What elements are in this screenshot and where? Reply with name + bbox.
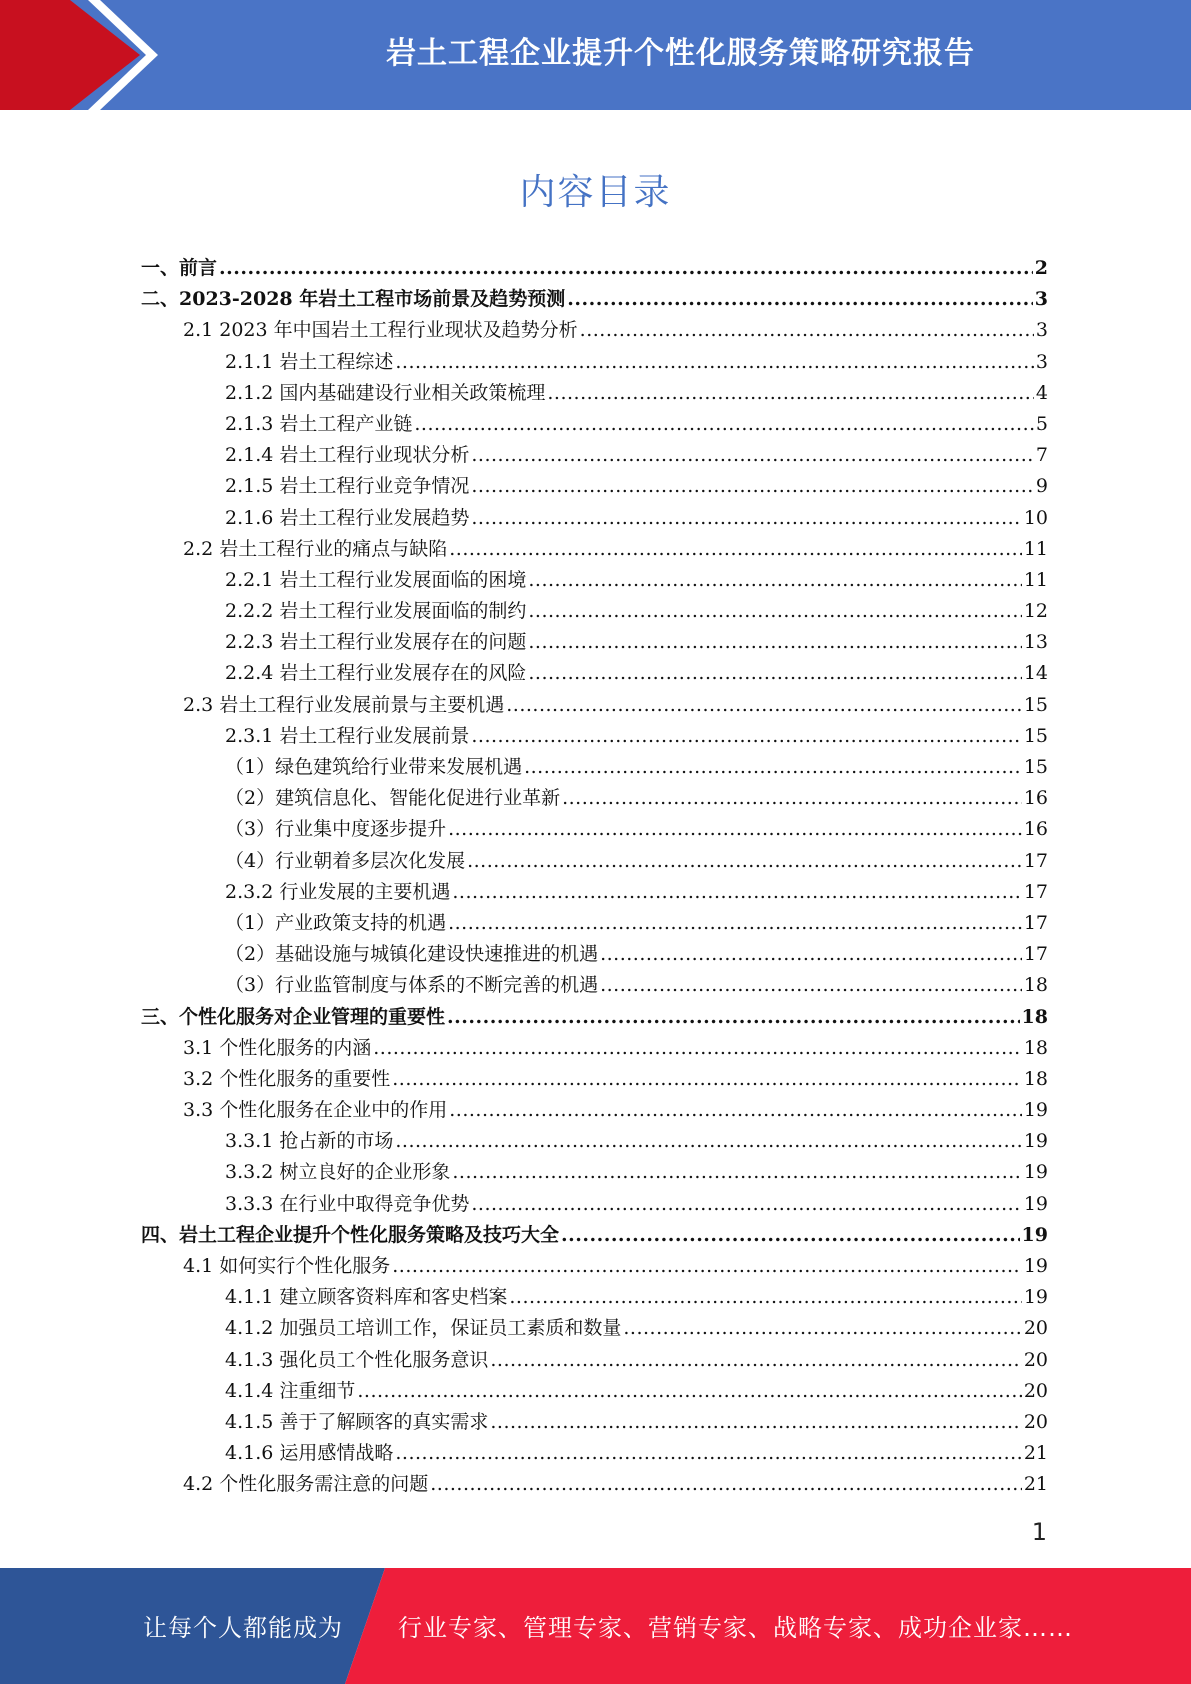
toc-entry-page: 16 xyxy=(1023,787,1048,810)
page-footer xyxy=(0,1568,1191,1684)
toc-entry-page: 20 xyxy=(1023,1379,1048,1402)
toc-entry-page: 19 xyxy=(1023,1099,1048,1122)
toc-entry-title: 2.2.1 岩土工程行业发展面临的困境 xyxy=(225,568,527,591)
toc-entry-title: 3.3.2 树立良好的企业形象 xyxy=(225,1161,451,1184)
toc-dot-leader xyxy=(448,908,1022,939)
toc-entry-page: 19 xyxy=(1023,1255,1048,1277)
toc-dot-leader xyxy=(395,347,1034,378)
toc-entry[interactable] xyxy=(141,471,1048,502)
toc-dot-leader xyxy=(471,471,1034,502)
toc-dot-leader xyxy=(471,1189,1021,1220)
toc-entry-title: 2.1.4 岩土工程行业现状分析 xyxy=(225,444,470,467)
toc-entry-title: （3）行业监管制度与体系的不断完善的机遇 xyxy=(225,974,599,997)
toc-entry[interactable] xyxy=(141,565,1048,596)
page-header xyxy=(0,0,1191,110)
toc-entry[interactable] xyxy=(141,752,1048,783)
toc-entry-page: 17 xyxy=(1023,911,1048,934)
toc-dot-leader xyxy=(452,877,1021,908)
toc-entry[interactable] xyxy=(141,721,1048,752)
toc-entry-title: （2）基础设施与城镇化建设快速推进的机遇 xyxy=(225,943,599,966)
toc-dot-leader xyxy=(528,565,1021,596)
toc-entry-title: 3.3.3 在行业中取得竞争优势 xyxy=(225,1192,470,1215)
toc-entry-page: 16 xyxy=(1023,818,1048,841)
toc-entry-page: 21 xyxy=(1023,1442,1048,1465)
toc-dot-leader xyxy=(395,1126,1021,1157)
table-of-contents xyxy=(141,253,1048,1501)
toc-entry[interactable] xyxy=(141,939,1048,970)
toc-entry-title: 2.1.5 岩土工程行业竞争情况 xyxy=(225,475,470,498)
toc-entry[interactable] xyxy=(141,1313,1048,1344)
toc-entry-page: 20 xyxy=(1023,1410,1048,1433)
header-title: 岩土工程企业提升个性化服务策略研究报告 xyxy=(386,36,975,71)
toc-dot-leader xyxy=(447,1002,1020,1033)
toc-entry-page: 5 xyxy=(1035,412,1048,435)
toc-dot-leader xyxy=(506,690,1022,721)
toc-entry[interactable] xyxy=(141,503,1048,534)
toc-entry-title: 2.1.3 岩土工程产业链 xyxy=(225,412,413,435)
toc-entry-title: 2.3.1 岩土工程行业发展前景 xyxy=(225,724,470,747)
toc-entry[interactable] xyxy=(141,690,1048,721)
toc-entry-title: 4.1.5 善于了解顾客的真实需求 xyxy=(225,1410,489,1433)
toc-entry-page: 7 xyxy=(1035,444,1048,467)
toc-entry-title: （4）行业朝着多层次化发展 xyxy=(225,849,466,872)
toc-entry[interactable] xyxy=(141,970,1048,1001)
toc-entry-page: 11 xyxy=(1023,568,1048,591)
toc-entry-page: 20 xyxy=(1023,1317,1048,1340)
toc-entry-page: 9 xyxy=(1035,475,1048,498)
toc-entry-page: 14 xyxy=(1023,662,1048,685)
toc-entry[interactable] xyxy=(141,1002,1048,1033)
toc-dot-leader xyxy=(471,503,1021,534)
toc-entry[interactable] xyxy=(141,783,1048,814)
toc-dot-leader xyxy=(449,1095,1022,1126)
toc-dot-leader xyxy=(528,627,1021,658)
toc-entry[interactable] xyxy=(141,1189,1048,1220)
toc-entry-title: 四、岩土工程企业提升个性化服务策略及技巧大全 xyxy=(141,1223,560,1246)
toc-entry-page: 18 xyxy=(1023,1036,1048,1059)
toc-entry[interactable] xyxy=(141,1126,1048,1157)
toc-dot-leader xyxy=(219,253,1033,284)
toc-entry-page: 2 xyxy=(1034,257,1048,279)
toc-entry[interactable] xyxy=(141,908,1048,939)
toc-dot-leader xyxy=(490,1345,1021,1376)
toc-dot-leader xyxy=(471,440,1034,471)
toc-dot-leader xyxy=(448,814,1022,845)
toc-entry[interactable] xyxy=(141,315,1048,346)
toc-entry-title: 3.1 个性化服务的内涵 xyxy=(183,1036,372,1059)
toc-entry-page: 18 xyxy=(1023,974,1048,997)
toc-entry-page: 10 xyxy=(1023,506,1048,529)
toc-entry[interactable] xyxy=(141,1376,1048,1407)
toc-entry-page: 11 xyxy=(1023,537,1048,560)
toc-entry-page: 19 xyxy=(1023,1286,1048,1309)
toc-dot-leader xyxy=(600,970,1022,1001)
toc-entry-title: 3.3 个性化服务在企业中的作用 xyxy=(183,1099,448,1122)
toc-entry-page: 15 xyxy=(1023,693,1048,716)
toc-entry-title: 3.3.1 抢占新的市场 xyxy=(225,1130,394,1153)
toc-entry-title: 4.1.3 强化员工个性化服务意识 xyxy=(225,1348,489,1371)
toc-entry[interactable] xyxy=(141,1407,1048,1438)
toc-entry-title: 2.1 2023 年中国岩土工程行业现状及趋势分析 xyxy=(183,319,578,342)
toc-entry[interactable] xyxy=(141,1282,1048,1313)
toc-entry-page: 4 xyxy=(1035,381,1048,404)
toc-dot-leader xyxy=(373,1033,1022,1064)
toc-entry[interactable] xyxy=(141,284,1048,315)
toc-entry-title: 4.1 如何实行个性化服务 xyxy=(183,1255,391,1277)
toc-entry-page: 19 xyxy=(1021,1223,1048,1246)
toc-entry[interactable] xyxy=(141,1220,1048,1251)
toc-dot-leader xyxy=(561,1220,1020,1251)
toc-entry[interactable] xyxy=(141,534,1048,565)
toc-dot-leader xyxy=(392,1064,1022,1095)
toc-entry-title: 4.1.1 建立顾客资料库和客史档案 xyxy=(225,1286,508,1309)
toc-dot-leader xyxy=(395,1438,1021,1469)
toc-entry[interactable] xyxy=(141,1095,1048,1126)
toc-dot-leader xyxy=(524,752,1022,783)
toc-entry[interactable] xyxy=(141,1438,1048,1469)
footer-slogan-right: 行业专家、管理专家、营销专家、战略专家、成功企业家…… xyxy=(398,1614,1073,1642)
page-number: 1 xyxy=(1031,1518,1047,1546)
toc-entry-page: 15 xyxy=(1023,724,1048,747)
toc-entry-title: 二、2023-2028 年岩土工程市场前景及趋势预测 xyxy=(141,288,566,311)
toc-entry-title: 4.2 个性化服务需注意的问题 xyxy=(183,1473,429,1496)
toc-entry-page: 3 xyxy=(1034,288,1048,311)
toc-entry-page: 3 xyxy=(1035,319,1048,342)
toc-dot-leader xyxy=(414,409,1034,440)
toc-dot-leader xyxy=(528,658,1021,689)
toc-entry-page: 17 xyxy=(1023,880,1048,903)
toc-entry-title: 4.1.4 注重细节 xyxy=(225,1379,356,1402)
toc-entry-page: 20 xyxy=(1023,1348,1048,1371)
toc-dot-leader xyxy=(580,315,1034,346)
toc-dot-leader xyxy=(357,1376,1021,1407)
toc-entry[interactable] xyxy=(141,1064,1048,1095)
toc-entry-title: 3.2 个性化服务的重要性 xyxy=(183,1067,391,1090)
toc-entry-title: 2.2.2 岩土工程行业发展面临的制约 xyxy=(225,600,527,623)
toc-entry-title: （2）建筑信息化、智能化促进行业革新 xyxy=(225,787,561,810)
toc-entry[interactable] xyxy=(141,1157,1048,1188)
toc-entry[interactable] xyxy=(141,1469,1048,1500)
toc-entry[interactable] xyxy=(141,347,1048,378)
toc-entry-title: 2.3 岩土工程行业发展前景与主要机遇 xyxy=(183,693,505,716)
toc-entry[interactable] xyxy=(141,253,1048,284)
footer-slogan-left: 让每个人都能成为 xyxy=(143,1614,343,1642)
toc-entry-title: 2.1.6 岩土工程行业发展趋势 xyxy=(225,506,470,529)
toc-entry-title: 2.1.1 岩土工程综述 xyxy=(225,350,394,373)
toc-entry[interactable] xyxy=(141,814,1048,845)
toc-dot-leader xyxy=(467,846,1022,877)
toc-entry-page: 18 xyxy=(1023,1067,1048,1090)
toc-entry-title: 2.2.4 岩土工程行业发展存在的风险 xyxy=(225,662,527,685)
toc-entry[interactable] xyxy=(141,596,1048,627)
toc-dot-leader xyxy=(471,721,1021,752)
toc-dot-leader xyxy=(528,596,1021,627)
toc-dot-leader xyxy=(452,1157,1021,1188)
toc-entry[interactable] xyxy=(141,1345,1048,1376)
toc-entry-page: 15 xyxy=(1023,756,1048,778)
toc-entry-page: 3 xyxy=(1035,350,1048,373)
toc-dot-leader xyxy=(392,1251,1022,1282)
toc-entry-page: 21 xyxy=(1023,1473,1048,1496)
toc-entry-page: 18 xyxy=(1021,1005,1048,1028)
toc-dot-leader xyxy=(567,284,1033,315)
toc-entry-title: 三、个性化服务对企业管理的重要性 xyxy=(141,1005,446,1028)
toc-dot-leader xyxy=(509,1282,1021,1313)
toc-entry[interactable] xyxy=(141,877,1048,908)
toc-dot-leader xyxy=(449,534,1022,565)
toc-entry-page: 13 xyxy=(1023,631,1048,654)
toc-entry[interactable] xyxy=(141,1251,1048,1282)
toc-entry[interactable] xyxy=(141,378,1048,409)
toc-entry-title: 一、前言 xyxy=(141,257,218,279)
toc-entry-title: 4.1.6 运用感情战略 xyxy=(225,1442,394,1465)
toc-entry[interactable] xyxy=(141,658,1048,689)
toc-dot-leader xyxy=(623,1313,1021,1344)
toc-entry-title: 2.1.2 国内基础建设行业相关政策梳理 xyxy=(225,381,546,404)
toc-entry[interactable] xyxy=(141,409,1048,440)
toc-entry-title: （1）产业政策支持的机遇 xyxy=(225,911,447,934)
toc-entry[interactable] xyxy=(141,846,1048,877)
toc-dot-leader xyxy=(430,1469,1022,1500)
toc-entry-page: 19 xyxy=(1023,1161,1048,1184)
toc-dot-leader xyxy=(562,783,1022,814)
toc-entry[interactable] xyxy=(141,627,1048,658)
toc-entry-title: 2.3.2 行业发展的主要机遇 xyxy=(225,880,451,903)
toc-entry-page: 17 xyxy=(1023,943,1048,966)
toc-entry-title: 2.2.3 岩土工程行业发展存在的问题 xyxy=(225,631,527,654)
toc-entry[interactable] xyxy=(141,1033,1048,1064)
toc-entry-title: （1）绿色建筑给行业带来发展机遇 xyxy=(225,756,523,778)
toc-title: 内容目录 xyxy=(519,172,672,213)
toc-dot-leader xyxy=(490,1407,1021,1438)
toc-entry-page: 17 xyxy=(1023,849,1048,872)
toc-entry-page: 12 xyxy=(1023,600,1048,623)
toc-entry-title: 2.2 岩土工程行业的痛点与缺陷 xyxy=(183,537,448,560)
toc-entry-title: 4.1.2 加强员工培训工作，保证员工素质和数量 xyxy=(225,1317,622,1340)
toc-dot-leader xyxy=(547,378,1034,409)
toc-dot-leader xyxy=(600,939,1022,970)
toc-entry-page: 19 xyxy=(1023,1130,1048,1153)
toc-entry-page: 19 xyxy=(1023,1192,1048,1215)
toc-entry[interactable] xyxy=(141,440,1048,471)
toc-entry-title: （3）行业集中度逐步提升 xyxy=(225,818,447,841)
